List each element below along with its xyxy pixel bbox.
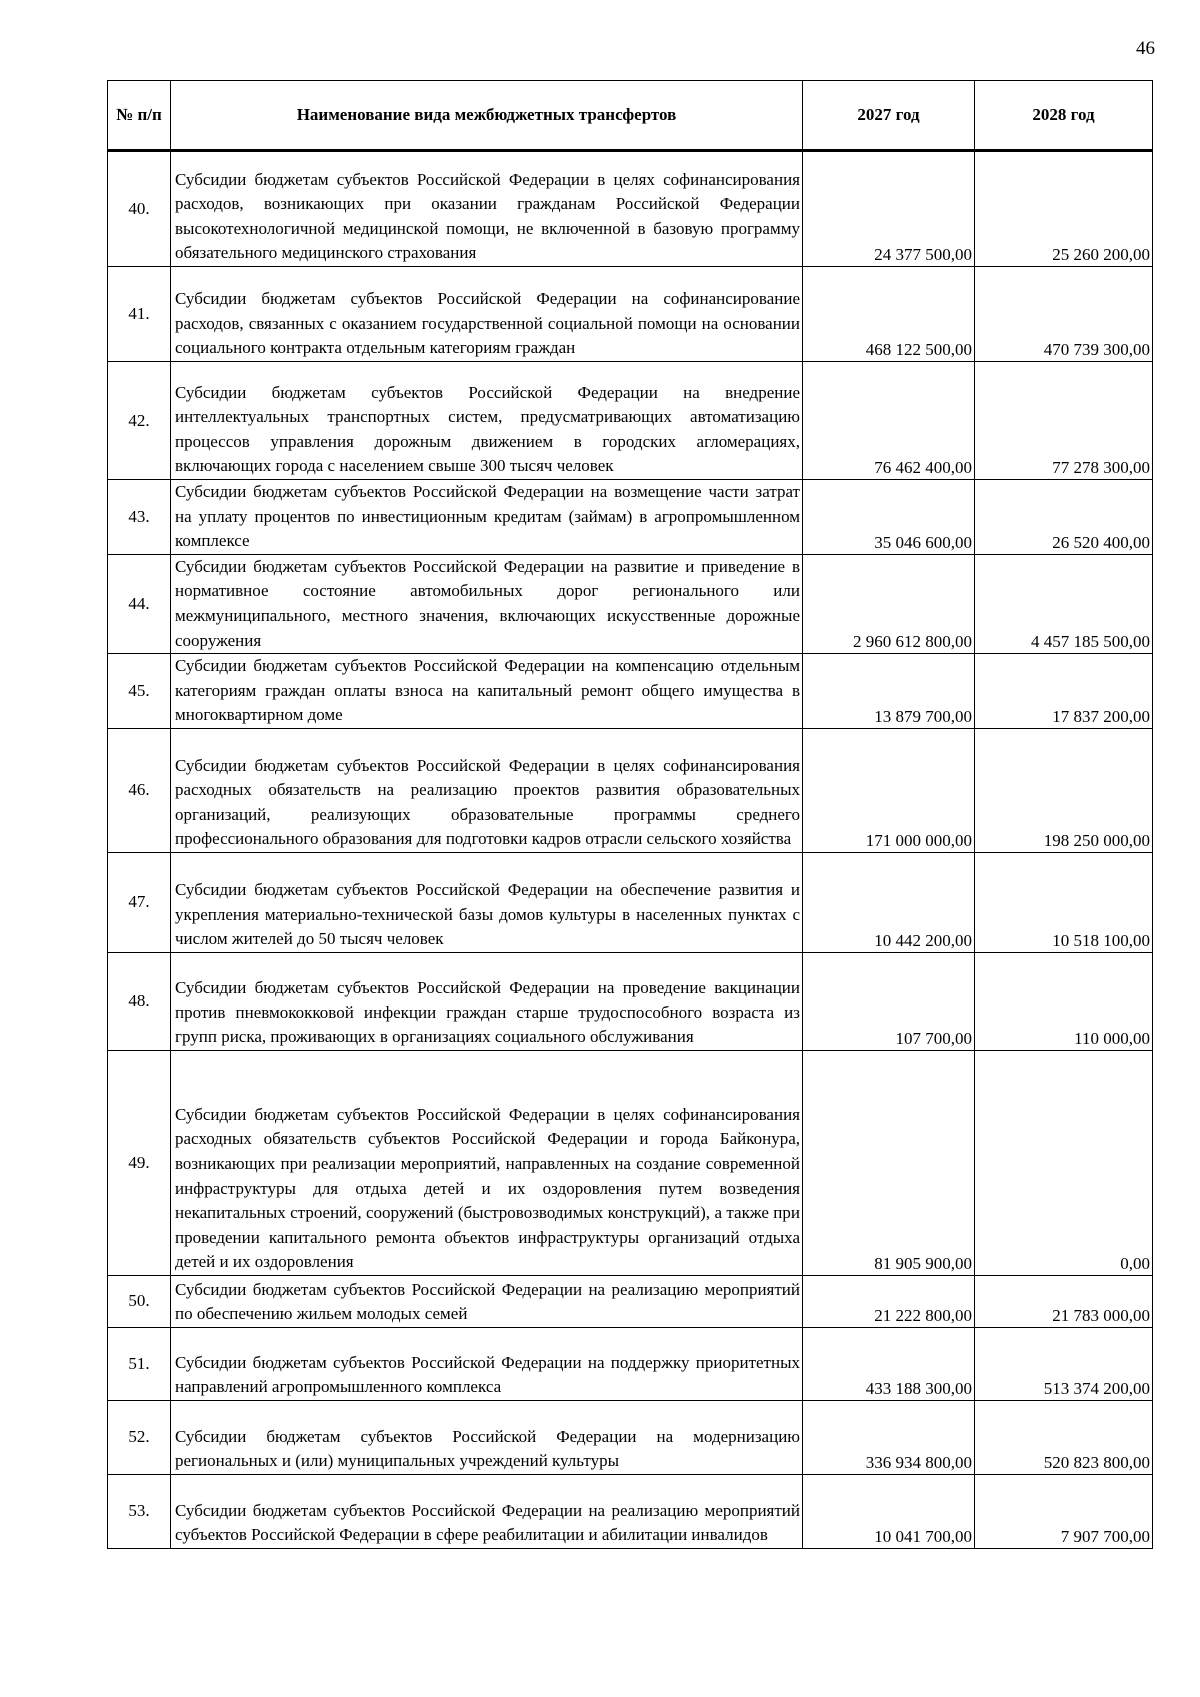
row-name: Субсидии бюджетам субъектов Российской Федерации в целях софинансирования расходных обязательств субъектов Российской Федерации и города Байконура, возникающих при реализации мероприятий, направленных на создание современной инфраструктуры для отдыха детей и их оздоровления путем возведения некапитальных строений, сооружений (быстровозводимых конструкций), а также при проведении капитального ремонта объектов инфраструктуры организаций отдыха детей и их оздоровления bbox=[171, 1050, 803, 1275]
row-amount-2027: 107 700,00 bbox=[803, 952, 975, 1050]
row-amount-2027: 21 222 800,00 bbox=[803, 1275, 975, 1327]
row-amount-2027: 10 442 200,00 bbox=[803, 852, 975, 952]
table-row bbox=[108, 728, 1153, 852]
row-name: Субсидии бюджетам субъектов Российской Федерации на софинансирование расходов, связанных с оказанием государственной социальной помощи на основании социального контракта отдельным категориям граждан bbox=[171, 267, 803, 362]
row-amount-2027: 10 041 700,00 bbox=[803, 1474, 975, 1548]
row-number: 45. bbox=[108, 654, 171, 729]
table-row bbox=[108, 480, 1153, 555]
header-name: Наименование вида межбюджетных трансфертов bbox=[171, 81, 803, 151]
row-amount-2028: 198 250 000,00 bbox=[975, 728, 1153, 852]
table-row bbox=[108, 362, 1153, 480]
row-amount-2027: 81 905 900,00 bbox=[803, 1050, 975, 1275]
row-name: Субсидии бюджетам субъектов Российской Федерации в целях софинансирования расходных обязательств на реализацию проектов развития образовательных организаций, реализующих образовательные программы среднего профессионального образования для подготовки кадров отрасли сельского хозяйства bbox=[171, 728, 803, 852]
row-number: 42. bbox=[108, 362, 171, 480]
header-number: № п/п bbox=[108, 81, 171, 151]
row-number: 50. bbox=[108, 1275, 171, 1327]
row-amount-2027: 76 462 400,00 bbox=[803, 362, 975, 480]
row-name: Субсидии бюджетам субъектов Российской Федерации на внедрение интеллектуальных транспортных систем, предусматривающих автоматизацию процессов управления дорожным движением в городских агломерациях, включающих города с населением свыше 300 тысяч человек bbox=[171, 362, 803, 480]
row-amount-2027: 2 960 612 800,00 bbox=[803, 554, 975, 653]
row-amount-2028: 110 000,00 bbox=[975, 952, 1153, 1050]
row-name: Субсидии бюджетам субъектов Российской Федерации на модернизацию региональных и (или) муниципальных учреждений культуры bbox=[171, 1400, 803, 1474]
table-row bbox=[108, 1327, 1153, 1400]
row-amount-2028: 7 907 700,00 bbox=[975, 1474, 1153, 1548]
row-amount-2028: 513 374 200,00 bbox=[975, 1327, 1153, 1400]
header-2027: 2027 год bbox=[803, 81, 975, 151]
row-name: Субсидии бюджетам субъектов Российской Федерации на возмещение части затрат на уплату процентов по инвестиционным кредитам (займам) в агропромышленном комплексе bbox=[171, 480, 803, 555]
row-number: 51. bbox=[108, 1327, 171, 1400]
page-number: 46 bbox=[1136, 38, 1155, 59]
row-amount-2028: 77 278 300,00 bbox=[975, 362, 1153, 480]
row-number: 49. bbox=[108, 1050, 171, 1275]
row-amount-2027: 433 188 300,00 bbox=[803, 1327, 975, 1400]
row-name: Субсидии бюджетам субъектов Российской Федерации на развитие и приведение в нормативное состояние автомобильных дорог регионального или межмуниципального, местного значения, включающих искусственные дорожные сооружения bbox=[171, 554, 803, 653]
row-amount-2028: 0,00 bbox=[975, 1050, 1153, 1275]
row-name: Субсидии бюджетам субъектов Российской Федерации на реализацию мероприятий по обеспечению жильем молодых семей bbox=[171, 1275, 803, 1327]
row-number: 47. bbox=[108, 852, 171, 952]
row-amount-2028: 470 739 300,00 bbox=[975, 267, 1153, 362]
row-amount-2028: 26 520 400,00 bbox=[975, 480, 1153, 555]
row-amount-2027: 468 122 500,00 bbox=[803, 267, 975, 362]
row-number: 46. bbox=[108, 728, 171, 852]
row-amount-2027: 171 000 000,00 bbox=[803, 728, 975, 852]
row-name: Субсидии бюджетам субъектов Российской Федерации на проведение вакцинации против пневмококковой инфекции граждан старше трудоспособного возраста из групп риска, проживающих в организациях социального обслуживания bbox=[171, 952, 803, 1050]
row-amount-2028: 17 837 200,00 bbox=[975, 654, 1153, 729]
row-amount-2028: 25 260 200,00 bbox=[975, 151, 1153, 267]
row-number: 43. bbox=[108, 480, 171, 555]
transfers-table bbox=[107, 80, 1153, 1549]
row-amount-2027: 336 934 800,00 bbox=[803, 1400, 975, 1474]
table-row bbox=[108, 151, 1153, 267]
table-row bbox=[108, 267, 1153, 362]
row-amount-2027: 24 377 500,00 bbox=[803, 151, 975, 267]
table-row bbox=[108, 1474, 1153, 1548]
table-row bbox=[108, 852, 1153, 952]
row-amount-2028: 520 823 800,00 bbox=[975, 1400, 1153, 1474]
row-amount-2027: 35 046 600,00 bbox=[803, 480, 975, 555]
row-number: 53. bbox=[108, 1474, 171, 1548]
row-number: 40. bbox=[108, 151, 171, 267]
table-header-row bbox=[108, 81, 1153, 151]
row-number: 52. bbox=[108, 1400, 171, 1474]
row-name: Субсидии бюджетам субъектов Российской Федерации на компенсацию отдельным категориям граждан оплаты взноса на капитальный ремонт общего имущества в многоквартирном доме bbox=[171, 654, 803, 729]
row-amount-2027: 13 879 700,00 bbox=[803, 654, 975, 729]
row-amount-2028: 10 518 100,00 bbox=[975, 852, 1153, 952]
table-row bbox=[108, 554, 1153, 653]
header-2028: 2028 год bbox=[975, 81, 1153, 151]
row-amount-2028: 21 783 000,00 bbox=[975, 1275, 1153, 1327]
row-name: Субсидии бюджетам субъектов Российской Федерации на обеспечение развития и укрепления материально-технической базы домов культуры в населенных пунктах с числом жителей до 50 тысяч человек bbox=[171, 852, 803, 952]
table-row bbox=[108, 654, 1153, 729]
row-name: Субсидии бюджетам субъектов Российской Федерации на реализацию мероприятий субъектов Российской Федерации в сфере реабилитации и абилитации инвалидов bbox=[171, 1474, 803, 1548]
row-name: Субсидии бюджетам субъектов Российской Федерации в целях софинансирования расходов, возникающих при оказании гражданам Российской Федерации высокотехнологичной медицинской помощи, не включенной в базовую программу обязательного медицинского страхования bbox=[171, 151, 803, 267]
table-row bbox=[108, 952, 1153, 1050]
row-name: Субсидии бюджетам субъектов Российской Федерации на поддержку приоритетных направлений агропромышленного комплекса bbox=[171, 1327, 803, 1400]
row-amount-2028: 4 457 185 500,00 bbox=[975, 554, 1153, 653]
table-row bbox=[108, 1400, 1153, 1474]
row-number: 41. bbox=[108, 267, 171, 362]
row-number: 48. bbox=[108, 952, 171, 1050]
table-row bbox=[108, 1050, 1153, 1275]
table-row bbox=[108, 1275, 1153, 1327]
row-number: 44. bbox=[108, 554, 171, 653]
